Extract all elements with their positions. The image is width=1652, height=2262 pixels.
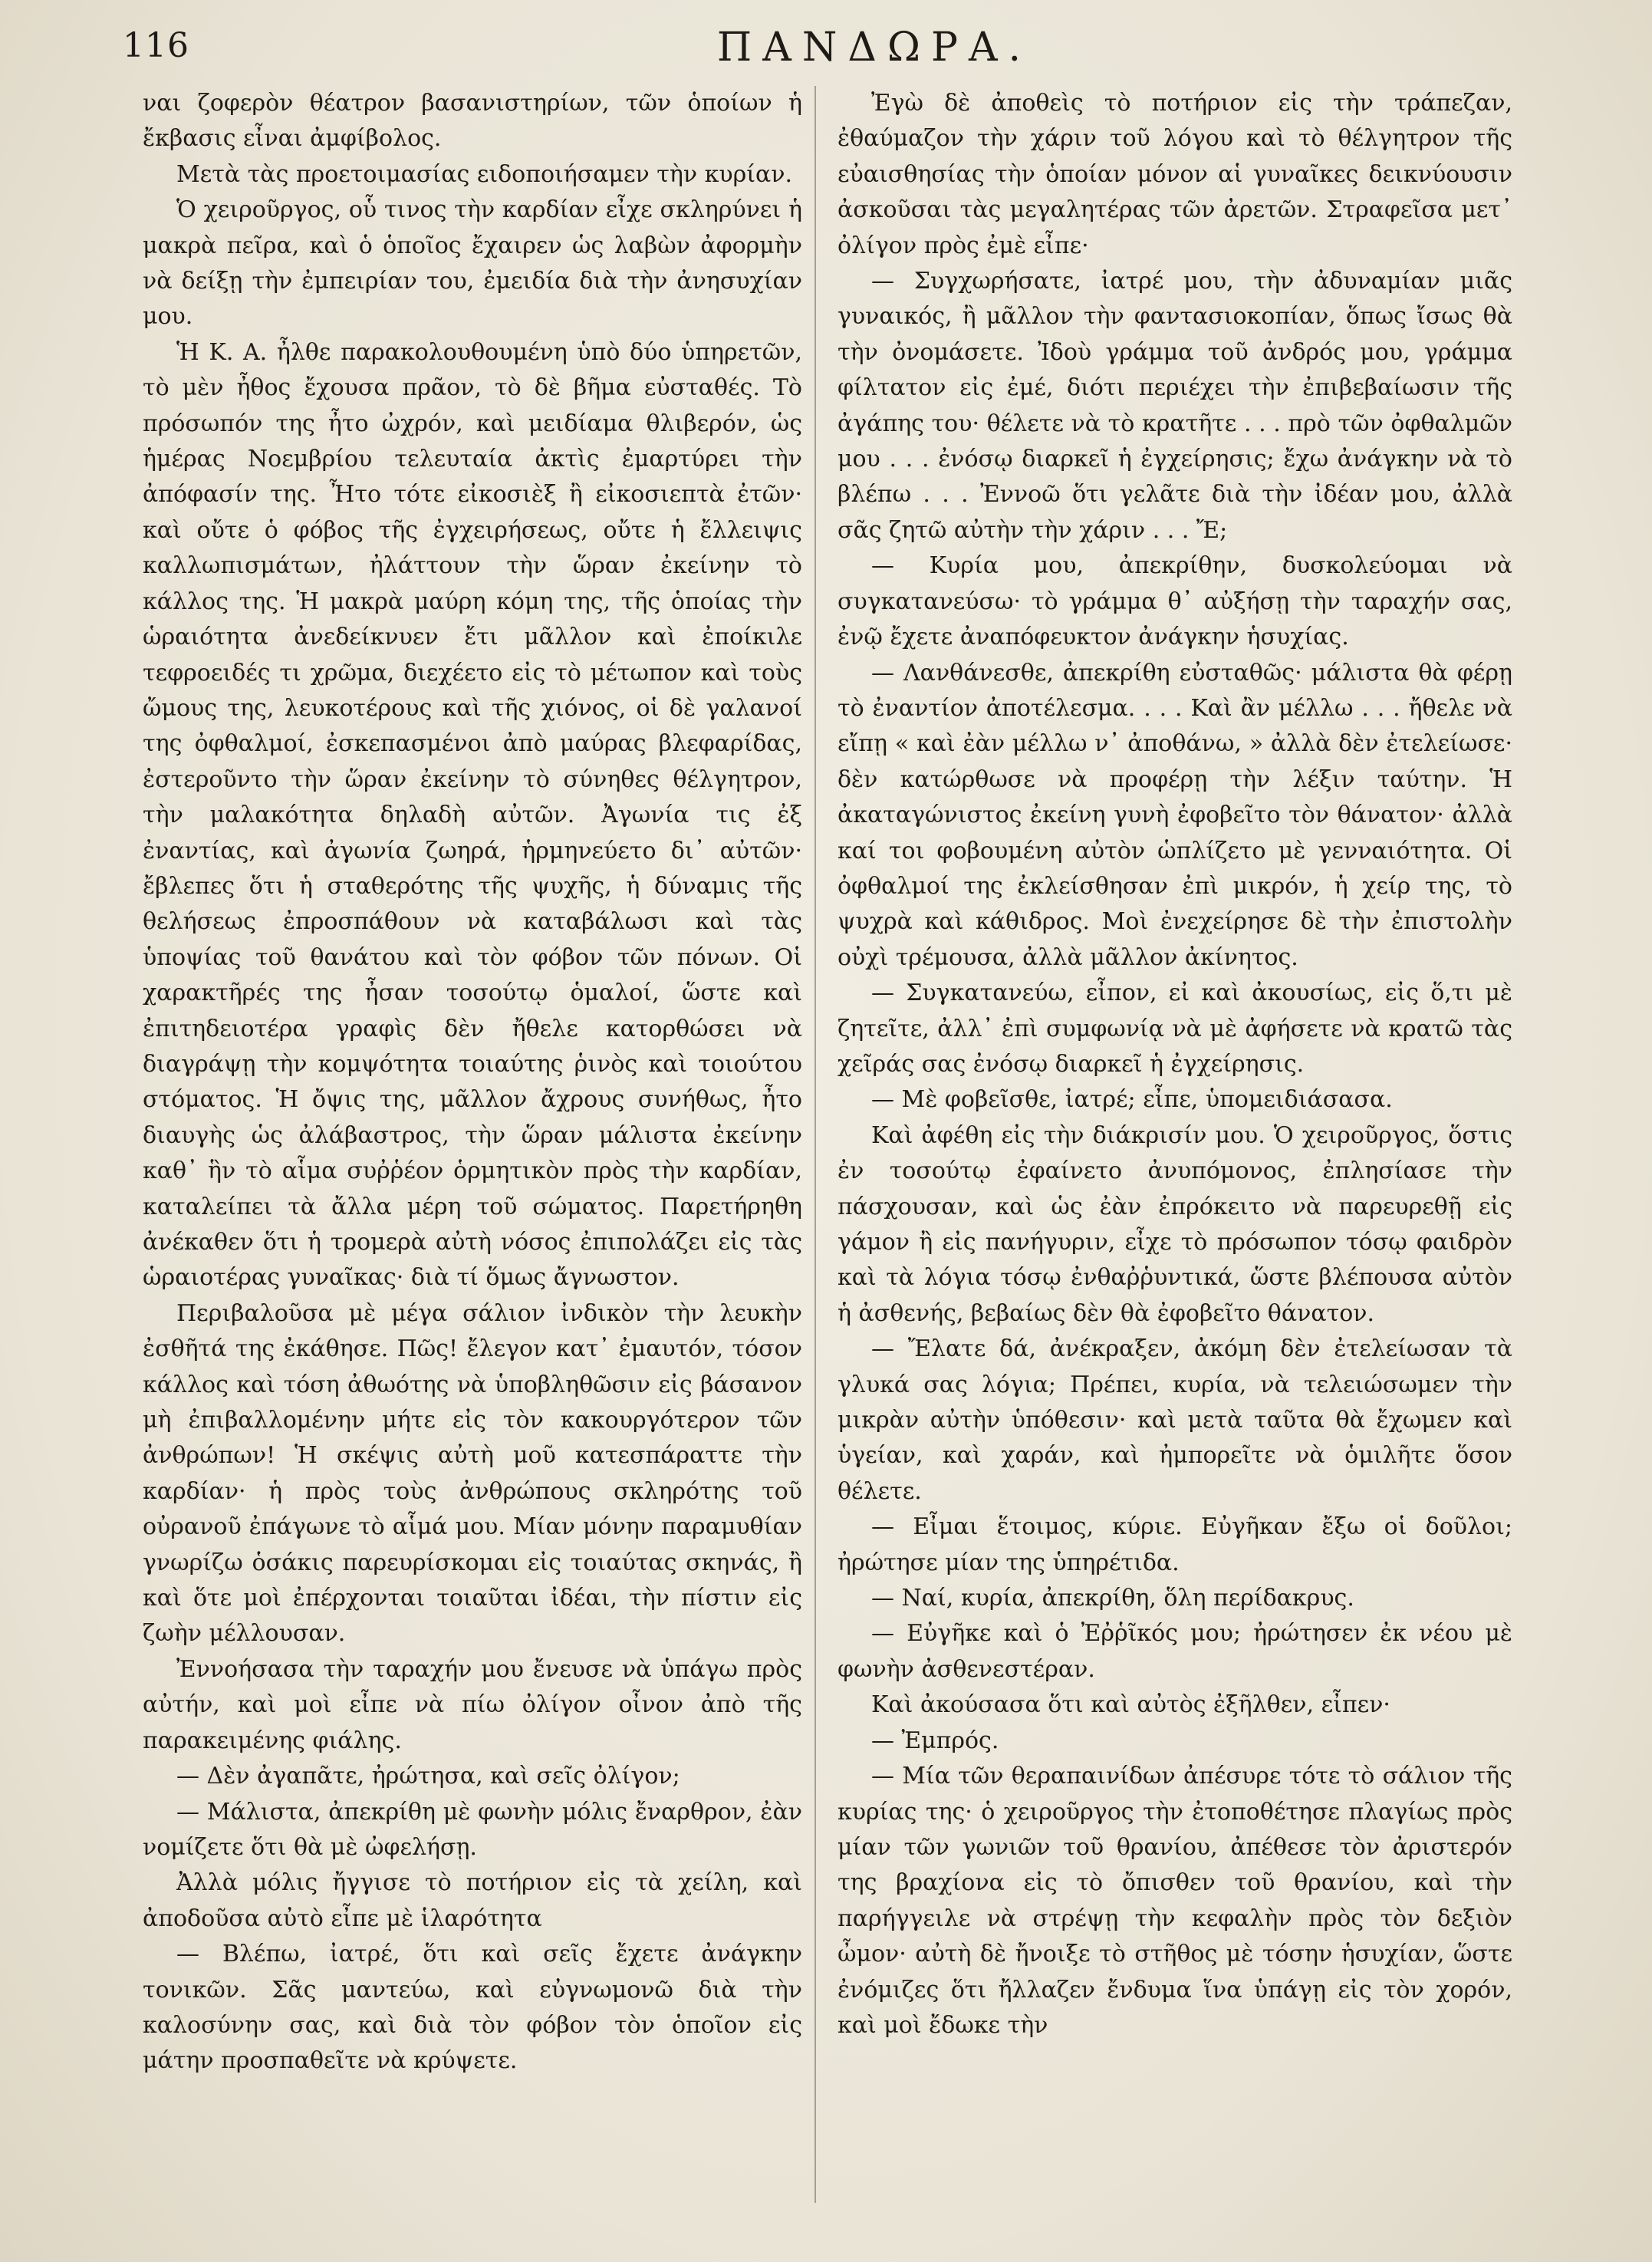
dialogue-line: — Συγχωρήσατε, ἰατρέ μου, τὴν ἀδυναμίαν μιᾶς γυναικός, ἢ μᾶλλον τὴν φαντασιοκοπίαν, ὅπως ἴσως θὰ τὴν ὀνομάσετε. Ἰδοὺ γράμμα τοῦ ἀνδρός μου, γράμμα φίλτατον εἰς ἐμέ, διότι περιέχει τὴν ἐπιβεβαίωσιν τῆς ἀγάπης του· θέλετε νὰ τὸ κρατῆτε . . . πρὸ τῶν ὀφθαλμῶν μου . . . ἐνόσῳ διαρκεῖ ἡ ἐγχείρησις; ἔχω ἀνάγκην νὰ τὸ βλέπω . . . Ἐννοῶ ὅτι γελᾶτε διὰ τὴν ἰδέαν μου, ἀλλὰ σᾶς ζητῶ αὐτὴν τὴν χάριν . . . Ἔ; <box>838 268 1512 544</box>
dialogue-line: — Ἐμπρός. <box>871 1727 999 1754</box>
dialogue-line: — Εὐγῆκε καὶ ὁ Ἐῤῥῖκός μου; ἠρώτησεν ἐκ νέου μὲ φωνὴν ἀσθενεστέραν. <box>838 1620 1512 1683</box>
dialogue-line: — Δὲν ἀγαπᾶτε, ἠρώτησα, καὶ σεῖς ὀλίγον; <box>176 1763 680 1790</box>
dialogue-line: — Μάλιστα, ἀπεκρίθη μὲ φωνὴν μόλις ἔναρθρον, ἐὰν νομίζετε ὅτι θὰ μὲ ὠφελήσῃ. <box>143 1798 802 1861</box>
page-number: 116 <box>123 26 189 65</box>
paragraph: Καὶ ἀκούσασα ὅτι καὶ αὐτὸς ἐξῆλθεν, εἶπεν· <box>871 1691 1390 1719</box>
dialogue-line: — Βλέπω, ἰατρέ, ὅτι καὶ σεῖς ἔχετε ἀνάγκην τονικῶν. Σᾶς μαντεύω, καὶ εὐγνωμονῶ διὰ τὴν καλοσύνην σας, καὶ διὰ τὸν φόβον τὸν ὁποῖον εἰς μάτην προσπαθεῖτε νὰ κρύψετε. <box>143 1941 802 2075</box>
running-title: ΠΑΝΔΩΡΑ. <box>716 25 1032 71</box>
page-header <box>123 21 1626 83</box>
right-column <box>838 86 1512 2043</box>
dialogue-line: — Συγκατανεύω, εἶπον, εἰ καὶ ἀκουσίως, εἰς ὅ,τι μὲ ζητεῖτε, ἀλλ᾽ ἐπὶ συμφωνίᾳ νὰ μὲ ἀφήσετε νὰ κρατῶ τὰς χεῖράς σας ἐνόσῳ διαρκεῖ ἡ ἐγχείρησις. <box>838 980 1512 1078</box>
dialogue-line: — Εἶμαι ἕτοιμος, κύριε. Εὐγῆκαν ἔξω οἱ δοῦλοι; ἠρώτησε μίαν της ὑπηρέτιδα. <box>838 1513 1512 1576</box>
left-column <box>143 86 802 2079</box>
dialogue-line: — Κυρία μου, ἀπεκρίθην, δυσκολεύομαι νὰ συγκατανεύσω· τὸ γράμμα θ᾽ αὐξήσῃ τὴν ταραχήν σας, ἐνῷ ἔχετε ἀναπόφευκτον ἀνάγκην ἡσυχίας. <box>838 552 1512 651</box>
dialogue-line: — Ἔλατε δά, ἀνέκραξεν, ἀκόμη δὲν ἐτελείωσαν τὰ γλυκά σας λόγια; Πρέπει, κυρία, νὰ τελειώσωμεν τὴν μικρὰν αὐτὴν ὑπόθεσιν· καὶ μετὰ ταῦτα θὰ ἔχωμεν καὶ ὑγείαν, καὶ χαράν, καὶ ἠμπορεῖτε νὰ ὁμιλῆτε ὅσον θέλετε. <box>838 1335 1512 1505</box>
paragraph: Περιβαλοῦσα μὲ μέγα σάλιον ἰνδικὸν τὴν λευκὴν ἐσθῆτά της ἐκάθησε. Πῶς! ἔλεγον κατ᾽ ἐμαυτόν, τόσον κάλλος καὶ τόση ἀθωότης νὰ ὑποβληθῶσιν εἰς βάσανον μὴ ἐπιβαλλομένην μήτε εἰς τὸν κακουργότερον τῶν ἀνθρώπων! Ἡ σκέψις αὐτὴ μοῦ κατεσπάραττε τὴν καρδίαν· ἡ πρὸς τοὺς ἀνθρώπους σκληρότης τοῦ οὐρανοῦ ἐπάγωνε τὸ αἷμά μου. Μίαν μόνην παραμυθίαν γνωρίζω ὁσάκις παρευρίσκομαι εἰς τοιαύτας σκηνάς, ἢ καὶ ὅτε μοὶ ἐπέρχονται τοιαῦται ἰδέαι, τὴν πίστιν εἰς ζωὴν μέλλουσαν. <box>143 1299 802 1648</box>
dialogue-line: — Λανθάνεσθε, ἀπεκρίθη εὐσταθῶς· μάλιστα θὰ φέρῃ τὸ ἐναντίον ἀποτέλεσμα. . . . Καὶ ἂν μέλλω . . . ἤθελε νὰ εἴπῃ « καὶ ἐὰν μέλλω ν᾽ ἀποθάνω, » ἀλλὰ δὲν ἐτελείωσε· δὲν κατώρθωσε νὰ προφέρῃ τὴν λέξιν ταύτην. Ἡ ἀκαταγώνιστος ἐκείνη γυνὴ ἐφοβεῖτο τὸν θάνατον· ἀλλὰ καί τοι φοβουμένη αὐτὸν ὡπλίζετο μὲ γενναιότητα. Οἱ ὀφθαλμοί της ἐκλείσθησαν ἐπὶ μικρόν, ἡ χείρ της, τὸ ψυχρὰ καὶ κάθιδρος. Μοὶ ἐνεχείρησε δὲ τὴν ἐπιστολὴν οὐχὶ τρέμουσα, ἀλλὰ μᾶλλον ἀκίνητος. <box>838 659 1512 971</box>
paragraph: Μετὰ τὰς προετοιμασίας ειδοποιήσαμεν τὴν κυρίαν. <box>176 160 793 188</box>
dialogue-line: — Ναί, κυρία, ἀπεκρίθη, ὅλη περίδακρυς. <box>871 1585 1354 1612</box>
paragraph: Ἐννοήσασα τὴν ταραχήν μου ἔνευσε νὰ ὑπάγω πρὸς αὐτήν, καὶ μοὶ εἶπε νὰ πίω ὀλίγον οἶνον ἀπὸ τῆς παρακειμένης φιάλης. <box>143 1655 802 1754</box>
paragraph: — Μία τῶν θεραπαινίδων ἀπέσυρε τότε τὸ σάλιον τῆς κυρίας της· ὁ χειροῦργος τὴν ἐτοποθέτησε πλαγίως πρὸς μίαν τῶν γωνιῶν τοῦ θρανίου, ἀπέθεσε τὸν ἀριστερόν της βραχίονα εἰς τὸ ὄπισθεν τοῦ θρανίου, καὶ τὴν παρήγγειλε νὰ στρέψῃ τὴν κεφαλὴν πρὸς τὸν δεξιὸν ὦμον· αὐτὴ δὲ ἤνοιξε τὸ στῆθος μὲ τόσην ἡσυχίαν, ὥστε ἐνόμιζες ὅτι ἤλλαζεν ἔνδυμα ἵνα ὑπάγῃ εἰς τὸν χορόν, καὶ μοὶ ἔδωκε τὴν <box>838 1763 1512 2039</box>
paragraph: Καὶ ἀφέθη εἰς τὴν διάκρισίν μου. Ὁ χειροῦργος, ὅστις ἐν τοσούτῳ ἐφαίνετο ἀνυπόμονος, ἐπλησίασε τὴν πάσχουσαν, καὶ ὡς ἐὰν ἐπρόκειτο νὰ παρευρεθῇ εἰς γάμον ἢ εἰς πανήγυριν, εἶχε τὸ πρόσωπον τόσῳ φαιδρὸν καὶ τὰ λόγια τόσῳ ἐνθαῤῥυντικά, ὥστε βλέπουσα αὐτὸν ἡ ἀσθενής, βεβαίως δὲν θὰ ἐφοβεῖτο θάνατον. <box>838 1121 1512 1327</box>
column-divider <box>814 86 816 2203</box>
paragraph: Ὁ χειροῦργος, οὗ τινος τὴν καρδίαν εἶχε σκληρύνει ἡ μακρὰ πεῖρα, καὶ ὁ ὁποῖος ἔχαιρεν ὡς λαβὼν ἀφορμὴν νὰ δείξῃ τὴν ἐμπειρίαν του, ἐμειδία διὰ τὴν ἀνησυχίαν μου. <box>143 196 802 331</box>
paragraph: Ἀλλὰ μόλις ἤγγισε τὸ ποτήριον εἰς τὰ χείλη, καὶ ἀποδοῦσα αὐτὸ εἶπε μὲ ἱλαρότητα <box>143 1869 802 1932</box>
paragraph: Ἐγὼ δὲ ἀποθεὶς τὸ ποτήριον εἰς τὴν τράπεζαν, ἐθαύμαζον τὴν χάριν τοῦ λόγου καὶ τὸ θέλγητρον τῆς εὐαισθησίας τὴν ὁποίαν μόνον αἱ γυναῖκες δεικνύουσιν ἀσκοῦσαι τὰς μεγαλητέρας τῶν ἀρετῶν. Στραφεῖσα μετ᾽ ὀλίγον πρὸς ἐμὲ εἶπε· <box>838 90 1512 259</box>
paragraph: ναι ζοφερὸν θέατρον βασανιστηρίων, τῶν ὁποίων ἡ ἔκβασις εἶναι ἀμφίβολος. <box>143 90 802 153</box>
dialogue-line: — Μὲ φοβεῖσθε, ἰατρέ; εἶπε, ὑπομειδιάσασα. <box>871 1086 1393 1114</box>
paragraph: Ἡ Κ. Α. ἦλθε παρακολουθουμένη ὑπὸ δύο ὑπηρετῶν, τὸ μὲν ἦθος ἔχουσα πρᾶον, τὸ δὲ βῆμα εὐσταθές. Τὸ πρόσωπόν της ἦτο ὠχρόν, καὶ μειδίαμα θλιβερόν, ὡς ἡμέρας Νοεμβρίου τελευταία ἀκτὶς ἐμαρτύρει τὴν ἀπόφασίν της. Ἦτο τότε εἰκοσιὲξ ἢ εἰκοσιεπτὰ ἐτῶν· καὶ οὔτε ὁ φόβος τῆς ἐγχειρήσεως, οὔτε ἡ ἔλλειψις καλλωπισμάτων, ἠλάττουν τὴν ὥραν ἐκείνην τὸ κάλλος της. Ἡ μακρὰ μαύρη κόμη της, τῆς ὁποίας τὴν ὡραιότητα ἀνεδείκνυεν ἔτι μᾶλλον καὶ ἐποίκιλε τεφροειδές τι χρῶμα, διεχέετο εἰς τὸ μέτωπον καὶ τοὺς ὤμους της, λευκοτέρους καὶ τῆς χιόνος, οἱ δὲ γαλανοί της ὀφθαλμοί, ἐσκεπασμένοι ἀπὸ μαύρας βλεφαρίδας, ἐστεροῦντο τὴν ὥραν ἐκείνην τὸ σύνηθες θέλγητρον, τὴν μαλακότητα δηλαδὴ αὐτῶν. Ἀγωνία τις ἐξ ἐναντίας, καὶ ἀγωνία ζωηρά, ἡρμηνεύετο δι᾽ αὐτῶν· ἔβλεπες ὅτι ἡ σταθερότης τῆς ψυχῆς, ἡ δύναμις τῆς θελήσεως ἐπροσπάθουν νὰ καταβάλωσι καὶ τὰς ὑποψίας τοῦ θανάτου καὶ τὸν φόβον τῶν πόνων. Οἱ χαρακτῆρές της ἦσαν τοσούτῳ ὁμαλοί, ὥστε καὶ ἐπιτηδειοτέρα γραφὶς δὲν ἤθελε κατορθώσει νὰ διαγράψῃ τὴν κομψότητα τοιαύτης ῥινὸς καὶ τοιούτου στόματος. Ἡ ὄψις της, μᾶλλον ἄχρους συνήθως, ἦτο διαυγὴς ὡς ἀλάβαστρος, τὴν ὥραν μάλιστα ἐκείνην καθ᾽ ἣν τὸ αἷμα συῤῥέον ὁρμητικὸν πρὸς τὴν καρδίαν, καταλείπει τὰ ἄλλα μέρη τοῦ σώματος. Παρετήρηθη ἀνέκαθεν ὅτι ἡ τρομερὰ αὐτὴ νόσος ἐπιπολάζει εἰς τὰς ὡραιοτέρας γυναῖκας· διὰ τί ὅμως ἄγνωστον. <box>143 338 802 1292</box>
